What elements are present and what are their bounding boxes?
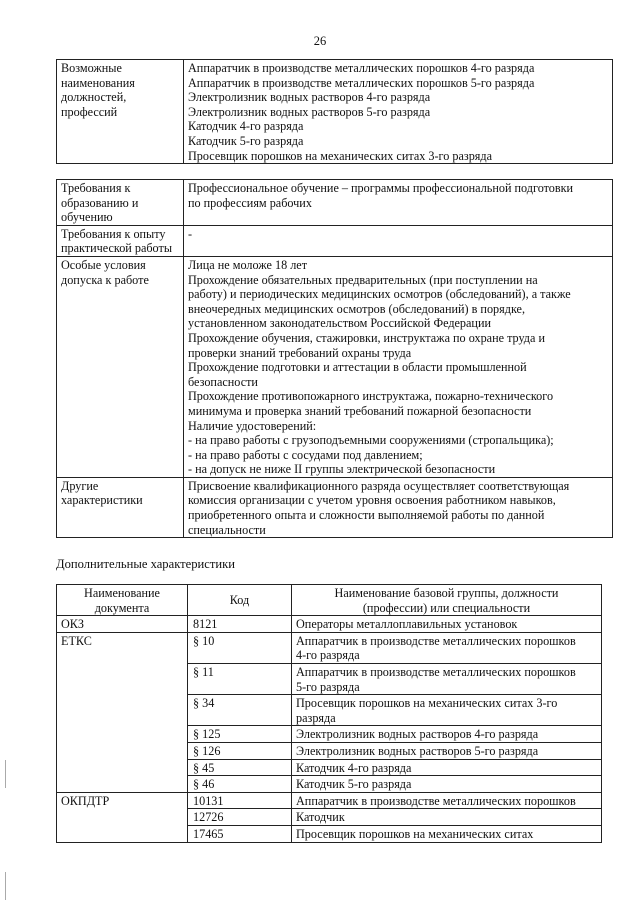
requirements-row: [57, 225, 613, 256]
name-cell: [292, 663, 602, 694]
requirement-value-line: -: [188, 226, 193, 241]
requirement-value-line: Лица не моложе 18 лет: [188, 257, 308, 272]
requirement-label-line: допуска к работе: [61, 272, 149, 287]
requirement-value-line: Профессиональное обучение – программы профессиональной подготовки: [188, 181, 574, 195]
requirement-value: [184, 256, 613, 477]
document-cell: ОКПДТР: [57, 792, 188, 842]
positions-row: [57, 60, 613, 164]
code-cell: 17465: [188, 825, 292, 842]
requirement-label: [57, 477, 184, 537]
code-cell: § 46: [188, 776, 292, 793]
name-cell: [292, 776, 602, 793]
code-cell: § 34: [188, 695, 292, 726]
requirements-row: [57, 180, 613, 226]
requirement-value-line: минимума и проверка знаний требований пожарной безопасности: [188, 403, 532, 418]
scan-margin-mark: [5, 872, 6, 900]
header-code: [188, 585, 292, 616]
requirement-value-line: Присвоение квалификационного разряда осуществляет соответствующая: [188, 478, 570, 493]
name-cell: [292, 809, 602, 826]
requirement-label: [57, 225, 184, 256]
requirement-value-line: комиссия организации с учетом уровня освоения работником навыков,: [188, 493, 556, 508]
name-cell: [292, 825, 602, 842]
name-cell-line: Просевщик порошков на механических ситах 3-го: [296, 696, 558, 711]
code-cell: § 45: [188, 759, 292, 776]
name-cell-line: Катодчик 4-го разряда: [296, 760, 412, 775]
name-cell: [292, 616, 602, 633]
requirements-row: [57, 477, 613, 537]
header-name-line: (профессии) или специальности: [362, 600, 531, 615]
header-code-label: Код: [229, 593, 250, 608]
requirement-value-line: по профессиям рабочих: [188, 195, 312, 210]
requirement-value-line: безопасности: [188, 374, 258, 389]
requirement-value-line: Прохождение подготовки и аттестации в области промышленной: [188, 360, 527, 375]
position-item: Электролизник водных растворов 4-го разряда: [188, 90, 431, 105]
code-cell: 12726: [188, 809, 292, 826]
requirement-label-line: обучению: [61, 210, 113, 225]
name-cell-line: Катодчик: [296, 810, 345, 825]
header-row: [57, 585, 602, 616]
header-document-line: документа: [94, 600, 150, 615]
requirement-value: [184, 180, 613, 226]
requirements-row: [57, 256, 613, 477]
header-document: [57, 585, 188, 616]
positions-label: [57, 60, 184, 164]
code-cell: § 125: [188, 726, 292, 743]
table-row: [57, 616, 602, 633]
name-cell-line: 5-го разряда: [296, 679, 360, 694]
requirement-value-line: Прохождение обязательных предварительных (при поступлении на: [188, 272, 538, 287]
document-cell: ОКЗ: [57, 616, 188, 633]
name-cell-line: Электролизник водных растворов 4-го разряда: [296, 727, 539, 742]
header-name: [292, 585, 602, 616]
requirement-label-line: Требования к: [61, 181, 131, 195]
requirement-value-line: проверки знаний требований охраны труда: [188, 345, 412, 360]
code-cell: § 11: [188, 663, 292, 694]
code-cell: § 126: [188, 742, 292, 759]
requirement-value-line: - на право работы с сосудами под давлением;: [188, 447, 423, 462]
requirement-value-line: специальности: [188, 522, 266, 537]
requirement-label: [57, 180, 184, 226]
requirement-label-line: Требования к опыту: [61, 226, 166, 241]
requirement-label-line: характеристики: [61, 493, 143, 508]
requirement-value: [184, 477, 613, 537]
name-cell-line: Аппаратчик в производстве металлических порошков: [296, 633, 576, 648]
document-cell: ЕТКС: [57, 632, 188, 792]
header-name-line: Наименование базовой группы, должности: [334, 586, 559, 600]
positions-table: [56, 59, 613, 164]
requirements-table: [56, 179, 613, 538]
name-cell-line: 4-го разряда: [296, 648, 360, 663]
name-cell-line: Катодчик 5-го разряда: [296, 777, 412, 792]
name-cell-line: Электролизник водных растворов 5-го разряда: [296, 743, 539, 758]
requirement-label-line: образованию и: [61, 195, 139, 210]
positions-label-line: наименования: [61, 75, 135, 90]
requirement-label-line: практической работы: [61, 241, 173, 256]
page-number: 26: [313, 34, 327, 48]
requirement-label-line: Другие: [61, 478, 99, 493]
requirement-value-line: установленном законодательством Российской Федерации: [188, 316, 492, 331]
additional-characteristics-table: [56, 584, 602, 843]
scan-margin-mark: [5, 760, 6, 788]
requirement-value-line: приобретенного опыта и сложности выполняемой работы по данной: [188, 508, 545, 523]
name-cell-line: Аппаратчик в производстве металлических порошков: [296, 664, 576, 679]
requirement-value-line: Прохождение обучения, стажировки, инструктажа по охране труда и: [188, 330, 545, 345]
table-row: [57, 632, 602, 663]
name-cell-line: Операторы металлоплавильных установок: [296, 617, 518, 632]
positions-label-line: профессий: [61, 104, 118, 119]
positions-label-line: Возможные: [61, 61, 122, 75]
code-cell: 8121: [188, 616, 292, 633]
positions-values: [184, 60, 613, 164]
positions-label-line: должностей,: [61, 90, 127, 105]
name-cell: [292, 792, 602, 809]
requirement-value-line: работу) и периодических медицинских осмотров (обследований), а также: [188, 287, 571, 302]
position-item: Катодчик 5-го разряда: [188, 133, 304, 148]
position-item: Просевщик порошков на механических ситах 3-го разряда: [188, 148, 493, 163]
position-item: Аппаратчик в производстве металлических порошков 4-го разряда: [188, 61, 535, 75]
name-cell-line: Аппаратчик в производстве металлических порошков: [296, 793, 576, 808]
position-item: Катодчик 4-го разряда: [188, 119, 304, 134]
requirement-value-line: Прохождение противопожарного инструктажа, пожарно-технического: [188, 389, 554, 404]
position-item: Электролизник водных растворов 5-го разряда: [188, 104, 431, 119]
table-row: [57, 792, 602, 809]
code-cell: 10131: [188, 792, 292, 809]
name-cell: [292, 759, 602, 776]
name-cell-line: Просевщик порошков на механических ситах: [296, 826, 534, 841]
name-cell: [292, 695, 602, 726]
header-document-line: Наименование: [84, 586, 160, 600]
requirement-value-line: внеочередных медицинских осмотров (обследований) в порядке,: [188, 301, 526, 316]
name-cell: [292, 726, 602, 743]
name-cell: [292, 632, 602, 663]
requirement-label-line: Особые условия: [61, 257, 146, 272]
code-cell: § 10: [188, 632, 292, 663]
name-cell: [292, 742, 602, 759]
requirement-value: [184, 225, 613, 256]
position-item: Аппаратчик в производстве металлических порошков 5-го разряда: [188, 75, 535, 90]
requirement-label: [57, 256, 184, 477]
requirement-value-line: Наличие удостоверений:: [188, 418, 317, 433]
requirement-value-line: - на право работы с грузоподъемными сооружениями (стропальщика);: [188, 433, 554, 448]
requirement-value-line: - на допуск не ниже II группы электрической безопасности: [188, 462, 496, 477]
section-heading: Дополнительные характеристики: [56, 557, 235, 571]
name-cell-line: разряда: [296, 710, 336, 725]
